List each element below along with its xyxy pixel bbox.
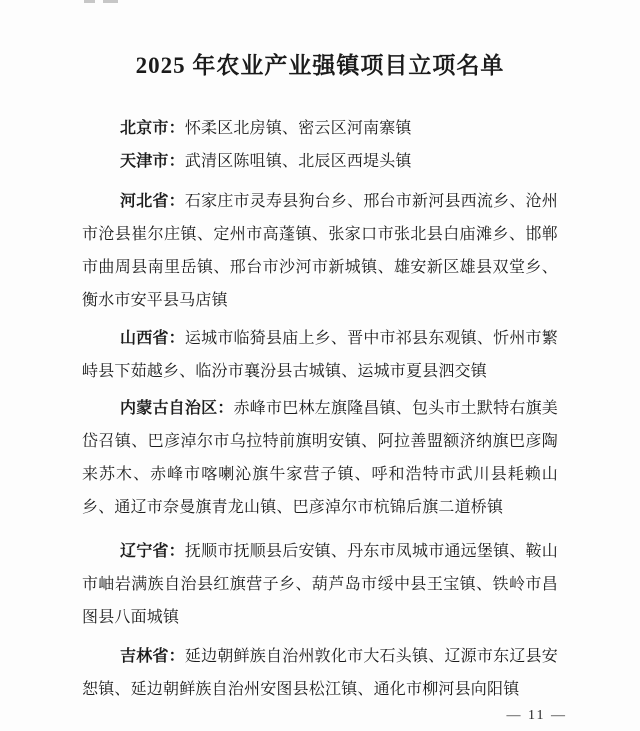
province-label: 天津市：	[120, 153, 185, 170]
province-entry-liaoning	[82, 535, 558, 634]
province-entry-shanxi	[82, 322, 558, 388]
province-label: 吉林省：	[120, 648, 185, 665]
province-label: 河北省：	[120, 193, 185, 210]
province-towns: 抚顺市抚顺县后安镇、丹东市凤城市通远堡镇、鞍山市岫岩满族自治县红旗营子乡、葫芦岛市绥中县王宝镇、铁岭市昌图县八面城镇	[82, 543, 558, 626]
province-towns: 武清区陈咀镇、北辰区西堤头镇	[184, 153, 412, 170]
page-number: — 11 —	[506, 708, 567, 723]
province-entry-tianjin	[82, 145, 558, 178]
province-towns: 运城市临猗县庙上乡、晋中市祁县东观镇、忻州市繁峙县下茹越乡、临汾市襄汾县古城镇、运城市夏县泗交镇	[82, 330, 558, 380]
province-towns: 怀柔区北房镇、密云区河南寨镇	[184, 120, 412, 137]
province-towns: 石家庄市灵寿县狗台乡、邢台市新河县西流乡、沧州市沧县崔尔庄镇、定州市高蓬镇、张家口市张北县白庙滩乡、邯郸市曲周县南里岳镇、邢台市沙河市新城镇、雄安新区雄县双堂乡、衡水市安平县马店镇	[82, 193, 558, 309]
province-entry-beijing	[82, 112, 558, 145]
document-content	[82, 0, 558, 706]
province-towns: 延边朝鲜族自治州敦化市大石头镇、辽源市东辽县安恕镇、延边朝鲜族自治州安图县松江镇、通化市柳河县向阳镇	[82, 648, 558, 698]
province-label: 山西省：	[120, 330, 185, 347]
province-entry-hebei	[82, 185, 558, 317]
page-title: 2025 年农业产业强镇项目立项名单	[135, 53, 505, 78]
province-label: 辽宁省：	[120, 543, 185, 560]
province-entry-neimenggu	[82, 392, 558, 524]
province-label: 北京市：	[120, 120, 185, 137]
province-entry-jilin	[82, 640, 558, 706]
province-towns: 赤峰市巴林左旗隆昌镇、包头市土默特右旗美岱召镇、巴彦淖尔市乌拉特前旗明安镇、阿拉善盟额济纳旗巴彦陶来苏木、赤峰市喀喇沁旗牛家营子镇、呼和浩特市武川县耗赖山乡、通辽市奈曼旗青龙山镇、巴彦淖尔市杭锦后旗二道桥镇	[82, 400, 558, 516]
province-label: 内蒙古自治区：	[120, 400, 234, 417]
